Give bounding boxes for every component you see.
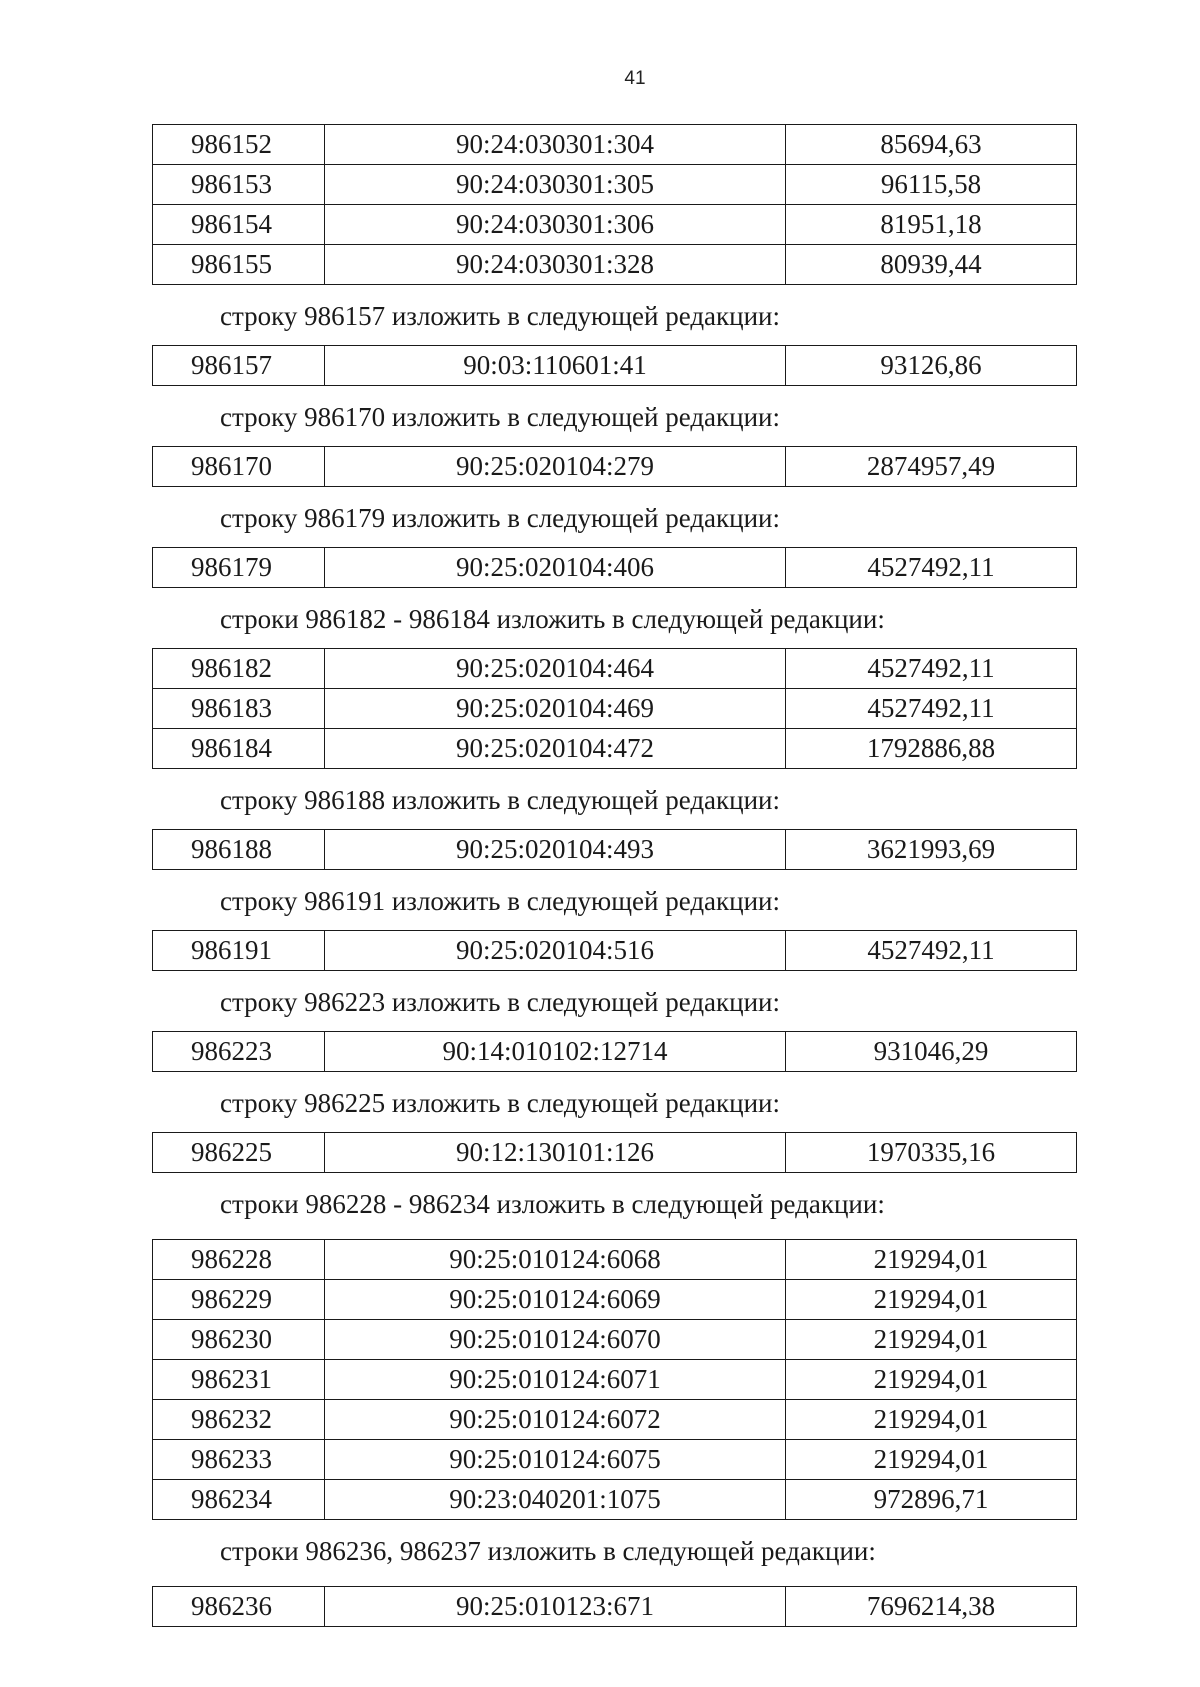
cadastral-number-cell: 90:25:010124:6071: [325, 1360, 786, 1400]
table-row: [153, 447, 1077, 487]
registry-table: [152, 547, 1077, 588]
row-number-cell: 986228: [153, 1240, 325, 1280]
table-row: [153, 165, 1077, 205]
table-row: [153, 125, 1077, 165]
row-number-cell: 986223: [153, 1032, 325, 1072]
table-row: [153, 205, 1077, 245]
cadastral-number-cell: 90:25:010124:6072: [325, 1400, 786, 1440]
cadastral-value-cell: 219294,01: [786, 1440, 1077, 1480]
edit-instruction: строку 986225 изложить в следующей редакции:: [220, 1088, 781, 1118]
row-number-cell: 986183: [153, 689, 325, 729]
table-row: [153, 1032, 1077, 1072]
cadastral-value-cell: 85694,63: [786, 125, 1077, 165]
row-number-cell: 986231: [153, 1360, 325, 1400]
registry-table: [152, 1132, 1077, 1173]
table-row: [153, 1133, 1077, 1173]
row-number-cell: 986230: [153, 1320, 325, 1360]
cadastral-number-cell: 90:25:020104:469: [325, 689, 786, 729]
cadastral-number-cell: 90:25:010124:6070: [325, 1320, 786, 1360]
cadastral-value-cell: 4527492,11: [786, 548, 1077, 588]
edit-instruction: строку 986170 изложить в следующей редакции:: [220, 402, 781, 432]
cadastral-value-cell: 96115,58: [786, 165, 1077, 205]
edit-instruction: строку 986179 изложить в следующей редакции:: [220, 503, 781, 533]
row-number-cell: 986184: [153, 729, 325, 769]
cadastral-number-cell: 90:25:010124:6075: [325, 1440, 786, 1480]
edit-instruction: строку 986157 изложить в следующей редакции:: [220, 301, 781, 331]
cadastral-value-cell: 219294,01: [786, 1400, 1077, 1440]
table-row: [153, 1280, 1077, 1320]
registry-table: [152, 648, 1077, 769]
cadastral-number-cell: 90:24:030301:304: [325, 125, 786, 165]
cadastral-number-cell: 90:25:020104:464: [325, 649, 786, 689]
table-row: [153, 830, 1077, 870]
edit-instruction: строки 986182 - 986184 изложить в следующей редакции:: [220, 604, 885, 634]
edit-instruction: строку 986223 изложить в следующей редакции:: [220, 987, 781, 1017]
registry-table: [152, 1239, 1077, 1520]
row-number-cell: 986191: [153, 931, 325, 971]
row-number-cell: 986153: [153, 165, 325, 205]
cadastral-number-cell: 90:24:030301:328: [325, 245, 786, 285]
registry-table: [152, 930, 1077, 971]
page-number: 41: [624, 68, 646, 89]
registry-table: [152, 124, 1077, 285]
registry-table: [152, 446, 1077, 487]
cadastral-number-cell: 90:23:040201:1075: [325, 1480, 786, 1520]
edit-instruction: строку 986188 изложить в следующей редакции:: [220, 785, 781, 815]
row-number-cell: 986179: [153, 548, 325, 588]
cadastral-number-cell: 90:25:020104:279: [325, 447, 786, 487]
row-number-cell: 986152: [153, 125, 325, 165]
cadastral-number-cell: 90:25:020104:493: [325, 830, 786, 870]
cadastral-number-cell: 90:25:020104:516: [325, 931, 786, 971]
cadastral-value-cell: 219294,01: [786, 1240, 1077, 1280]
cadastral-number-cell: 90:03:110601:41: [325, 346, 786, 386]
row-number-cell: 986188: [153, 830, 325, 870]
cadastral-number-cell: 90:12:130101:126: [325, 1133, 786, 1173]
table-row: [153, 1587, 1077, 1627]
cadastral-number-cell: 90:24:030301:305: [325, 165, 786, 205]
cadastral-number-cell: 90:25:010124:6069: [325, 1280, 786, 1320]
table-row: [153, 1480, 1077, 1520]
row-number-cell: 986182: [153, 649, 325, 689]
cadastral-value-cell: 81951,18: [786, 205, 1077, 245]
cadastral-value-cell: 2874957,49: [786, 447, 1077, 487]
table-row: [153, 1360, 1077, 1400]
cadastral-value-cell: 219294,01: [786, 1320, 1077, 1360]
cadastral-value-cell: 1970335,16: [786, 1133, 1077, 1173]
table-row: [153, 1440, 1077, 1480]
registry-table: [152, 1586, 1077, 1627]
table-row: [153, 548, 1077, 588]
edit-instruction: строку 986191 изложить в следующей редакции:: [220, 886, 781, 916]
cadastral-value-cell: 4527492,11: [786, 689, 1077, 729]
document-body: [152, 124, 1076, 1627]
row-number-cell: 986233: [153, 1440, 325, 1480]
cadastral-number-cell: 90:25:020104:472: [325, 729, 786, 769]
cadastral-number-cell: 90:25:010123:671: [325, 1587, 786, 1627]
edit-instruction: строки 986236, 986237 изложить в следующей редакции:: [220, 1536, 876, 1566]
cadastral-value-cell: 219294,01: [786, 1360, 1077, 1400]
table-row: [153, 649, 1077, 689]
table-row: [153, 689, 1077, 729]
cadastral-value-cell: 3621993,69: [786, 830, 1077, 870]
registry-table: [152, 345, 1077, 386]
row-number-cell: 986234: [153, 1480, 325, 1520]
cadastral-value-cell: 80939,44: [786, 245, 1077, 285]
row-number-cell: 986236: [153, 1587, 325, 1627]
registry-table: [152, 829, 1077, 870]
table-row: [153, 1400, 1077, 1440]
table-row: [153, 245, 1077, 285]
row-number-cell: 986225: [153, 1133, 325, 1173]
cadastral-value-cell: 219294,01: [786, 1280, 1077, 1320]
row-number-cell: 986229: [153, 1280, 325, 1320]
cadastral-number-cell: 90:24:030301:306: [325, 205, 786, 245]
row-number-cell: 986155: [153, 245, 325, 285]
table-row: [153, 729, 1077, 769]
row-number-cell: 986170: [153, 447, 325, 487]
cadastral-number-cell: 90:25:010124:6068: [325, 1240, 786, 1280]
row-number-cell: 986232: [153, 1400, 325, 1440]
table-row: [153, 1320, 1077, 1360]
cadastral-value-cell: 7696214,38: [786, 1587, 1077, 1627]
table-row: [153, 346, 1077, 386]
edit-instruction: строки 986228 - 986234 изложить в следующей редакции:: [220, 1189, 885, 1219]
cadastral-value-cell: 93126,86: [786, 346, 1077, 386]
table-row: [153, 931, 1077, 971]
cadastral-value-cell: 931046,29: [786, 1032, 1077, 1072]
row-number-cell: 986154: [153, 205, 325, 245]
cadastral-value-cell: 1792886,88: [786, 729, 1077, 769]
cadastral-value-cell: 4527492,11: [786, 649, 1077, 689]
row-number-cell: 986157: [153, 346, 325, 386]
registry-table: [152, 1031, 1077, 1072]
cadastral-number-cell: 90:25:020104:406: [325, 548, 786, 588]
table-row: [153, 1240, 1077, 1280]
cadastral-number-cell: 90:14:010102:12714: [325, 1032, 786, 1072]
cadastral-value-cell: 4527492,11: [786, 931, 1077, 971]
cadastral-value-cell: 972896,71: [786, 1480, 1077, 1520]
